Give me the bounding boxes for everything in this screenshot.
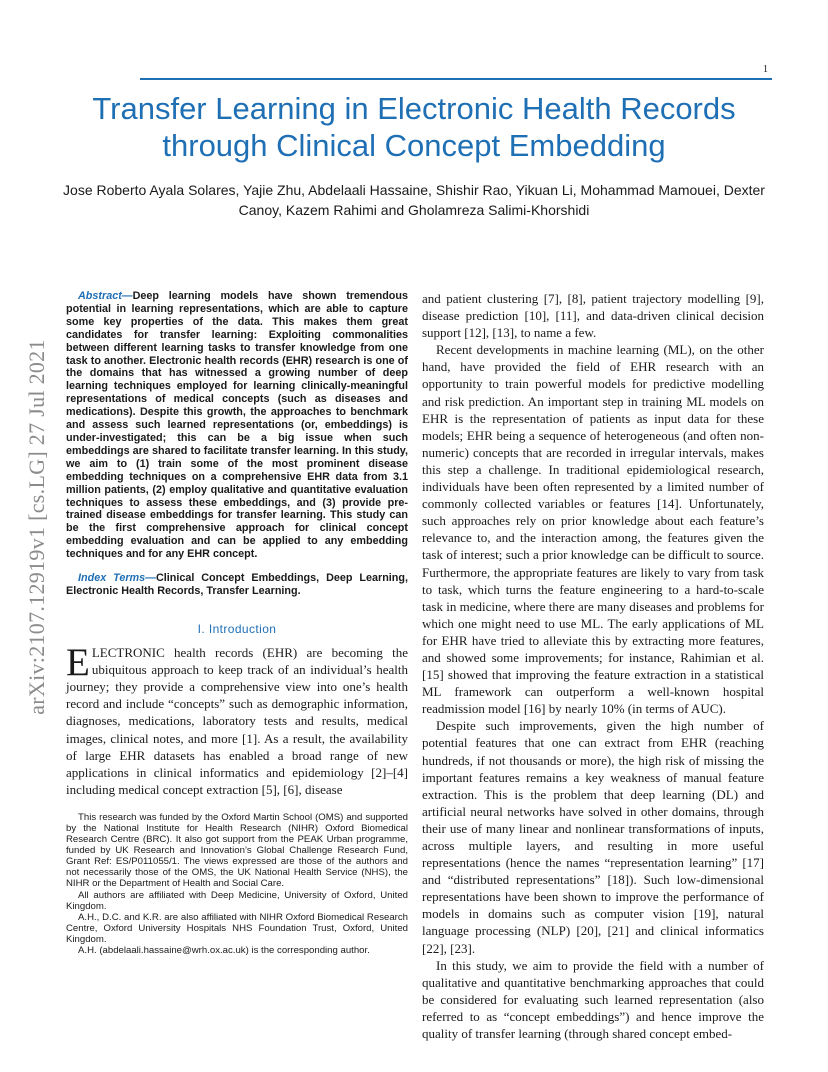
footnote-corresponding-author: A.H. (abdelaali.hassaine@wrh.ox.ac.uk) is the corresponding author.	[78, 945, 370, 956]
index-terms-label: Index Terms—	[78, 572, 156, 585]
right-column	[422, 290, 764, 1042]
index-terms-text: Clinical Concept Embeddings, Deep Learning, Electronic Health Records, Transfer Learning.	[66, 572, 408, 598]
footnote-affiliation-2: A.H., D.C. and K.R. are also affiliated with NIHR Oxford Biomedical Research Centre, Oxford University Hospitals NHS Foundation Trust, Oxford, United Kingdom.	[66, 911, 408, 945]
abstract	[66, 290, 408, 561]
intro-paragraph-3: Despite such improvements, given the high number of potential features that one can extract from EHR (reaching hundreds, if not thousands or more), the high risk of missing the important features remains a key weakness of manual feature extraction. This is the problem that deep learning (DL) and artificial neural networks have solved in other domains, through their use of many linear and nonlinear transformations of inputs, across multiple layers, and resulting in more useful representations (hence the names “representation learning” [17] and “distributed representations” [18]). Such low-dimensional representations have been shown to improve the performance of models in domains such as computer vision [19], natural language processing (NLP) [20], [21] and clinical informatics [22], [23].	[422, 718, 764, 956]
page-number: 1	[763, 64, 768, 75]
arxiv-identifier-stamp: arXiv:2107.12919v1 [cs.LG] 27 Jul 2021	[24, 339, 49, 715]
paper-title: Transfer Learning in Electronic Health Records through Clinical Concept Embedding	[92, 91, 736, 163]
footnotes	[66, 812, 408, 956]
intro-paragraph-1-text: LECTRONIC health records (EHR) are becoming the ubiquitous approach to keep track of an individual’s health journey; they provide a comprehensive view into one’s health record and include “concepts” such as demographic information, diagnoses, medications, laboratory tests and results, medical images, clinical notes, and more [1]. As a result, the availability of large EHR datasets has enabled a broad range of new applications in clinical informatics and epidemiology [2]–[4] including medical concept extraction [5], [6], disease	[66, 645, 408, 797]
header-rule	[140, 78, 772, 80]
intro-paragraph-1	[66, 641, 408, 798]
abstract-text: Deep learning models have shown tremendous potential in learning representations, which are able to capture some key properties of the data. This makes them great candidates for transfer learning: Exploiting commonalities between different learning tasks to transfer knowledge from one task to another. Electronic health records (EHR) research is one of the domains that has witnessed a growing number of deep learning techniques employed for learning clinically-meaningful representations of medical concepts (such as diseases and medications). Despite this growth, the approaches to benchmark and assess such learned representations (or, embeddings) is under-investigated; this can be a big issue when such embeddings are shared to facilitate transfer learning. In this study, we aim to (1) train some of the most prominent disease embedding techniques on a comprehensive EHR data from 3.1 million patients, (2) employ qualitative and quantitative evaluation techniques to assess these embeddings, and (3) provide pre-trained disease embeddings for transfer learning. This study can be the first comprehensive approach for clinical concept embedding evaluation and can be applied to any embedding techniques and for any EHR concept.	[66, 290, 408, 561]
section-heading-introduction: I. Introduction	[197, 622, 277, 637]
left-column	[66, 290, 408, 956]
intro-paragraph-1-continued: and patient clustering [7], [8], patient trajectory modelling [9], disease prediction [10], [11], and data-driven clinical decision support [12], [13], to name a few.	[422, 291, 764, 341]
footnote-affiliation: All authors are affiliated with Deep Medicine, University of Oxford, United Kingdom.	[66, 889, 408, 912]
intro-paragraph-4: In this study, we aim to provide the field with a number of qualitative and quantitative benchmarking approaches that could be considered for evaluating such learned representation (also referred to as “concept embeddings”) and hence improve the quality of transfer learning (through shared concept embed-	[422, 957, 764, 1042]
abstract-label: Abstract—	[78, 290, 133, 302]
author-list: Jose Roberto Ayala Solares, Yajie Zhu, Abdelaali Hassaine, Shishir Rao, Yikuan Li, Mohammad Mamouei, Dexter Canoy, Kazem Rahimi and Gholamreza Salimi-Khorshidi	[63, 182, 765, 218]
drop-cap: E	[66, 641, 90, 685]
index-terms	[66, 572, 408, 598]
intro-paragraph-2: Recent developments in machine learning (ML), on the other hand, have provided the field of EHR research with an opportunity to train powerful models for predictive modelling and risk prediction. An important step in training ML models on EHR is the representation of patients as input data for these models; EHR being a sequence of heterogeneous (and often non-numeric) concepts that are recorded in irregular intervals, makes this step a challenge. In traditional epidemiological research, individuals have been often represented by a limited number of commonly collected variables or features [14]. Unfortunately, such approaches rely on prior knowledge about each feature’s relevance to, and the interaction among, the features given the task of interest; such a prior knowledge can be difficult to source. Furthermore, the appropriate features are likely to vary from task to task, which turns the feature engineering to a hard-to-scale task in medicine, where there are many diseases and problems for which one might need to use ML. The early applications of ML for EHR have tried to alleviate this by extracting more features, and showed some improvements; for instance, Rahimian et al. [15] showed that improving the feature extraction in a statistical ML framework can outperform a well-known hospital readmission model [16] by nearly 10% (in terms of AUC).	[422, 342, 764, 717]
footnote-funding: This research was funded by the Oxford Martin School (OMS) and supported by the National Institute for Health Research (NIHR) Oxford Biomedical Research Centre (BRC). It also got support from the PEAK Urban programme, funded by UK Research and Innovation’s Global Challenge Research Fund, Grant Ref: ES/P011055/1. The views expressed are those of the authors and not necessarily those of the OMS, the UK National Health Service (NHS), the NIHR or the Department of Health and Social Care.	[66, 811, 408, 890]
